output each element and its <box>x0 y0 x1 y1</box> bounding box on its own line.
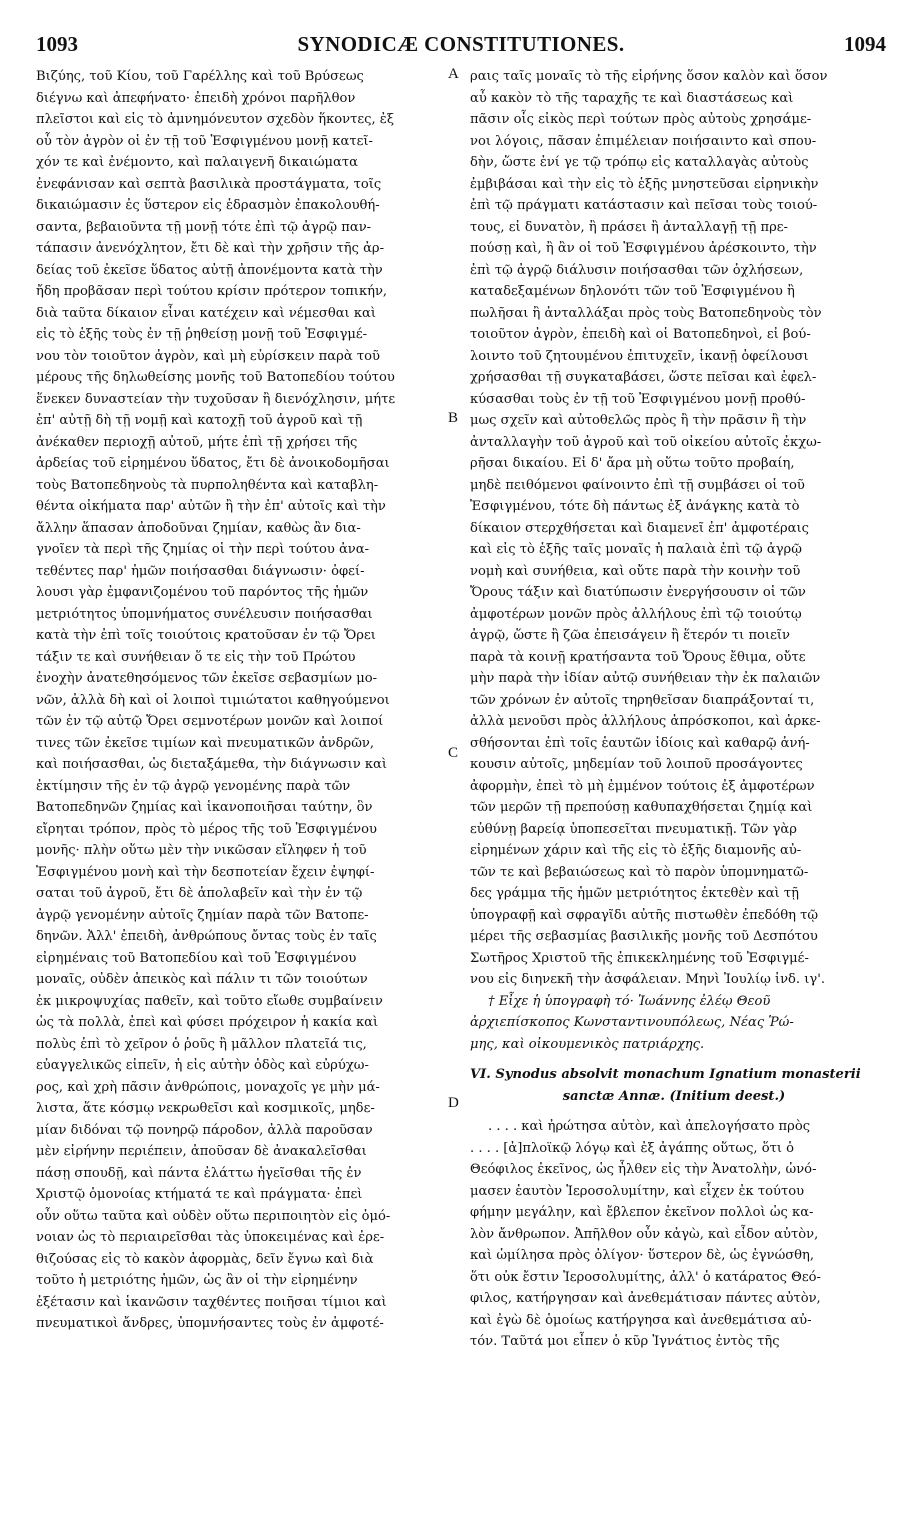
right-column-line: ἐμβιβάσαι καὶ τὴν εἰς τὸ ἑξῆς μνηστεῦσαι εἰρηνικὴν <box>470 176 819 192</box>
running-title: SYNODICÆ CONSTITUTIONES. <box>297 32 625 56</box>
section-text-line: . . . . καὶ ἠρώτησα αὐτὸν, καὶ ἀπελογήσατο πρὸς <box>488 1119 811 1134</box>
left-column-line: εἰς τὸ ἑξῆς τοὺς ἐν τῇ ῥηθείσῃ μονῇ τοῦ Ἐσφιγμέ- <box>36 327 368 342</box>
left-column-line: ἐπ' αὐτῇ δὴ τῇ νομῇ καὶ κατοχῇ τοῦ ἀγροῦ καὶ τῇ <box>36 413 363 428</box>
left-column-line: ἐκτίμησιν τῆς ἐν τῷ ἀγρῷ γενομένης παρὰ τῶν <box>36 778 351 794</box>
right-column-line: ἀφορμὴν, ἐπεὶ τὸ μὴ ἐμμένον τούτοις ἐξ ἀμφοτέρων <box>470 778 815 794</box>
section-heading-line: VI. Synodus absolvit monachum Ignatium monasterii <box>470 1067 861 1082</box>
right-column-line: παρὰ τὰ κοινῇ κρατήσαντα τοῦ Ὄρους ἔθιμα, οὔτε <box>470 649 806 665</box>
margin-marker-c: C <box>448 745 459 761</box>
left-column-line: ἐνοχὴν ἀνατεθησόμενος τῶν ἐκεῖσε σεβασμίων μο- <box>36 671 378 686</box>
section-text-line: φήμην μεγάλην, καὶ ἔβλεπον ἐκεῖνον πολλοὶ ὡς κα- <box>470 1205 814 1220</box>
left-column-line: δείας τοῦ ἐκεῖσε ὕδατος αὐτῇ ἀπονέμοντα κατὰ τὴν <box>36 262 383 278</box>
left-column-line: διὰ ταῦτα δίκαιον εἶναι κατέχειν καὶ νέμεσθαι καὶ <box>36 305 377 321</box>
right-column-line: Σωτῆρος Χριστοῦ τῆς ἐπικεκλημένης τοῦ Ἐσφιγμέ- <box>470 950 809 966</box>
right-column-line: Ἐσφιγμένου, τότε δὴ πάντως ἐξ ἀνάγκης κατὰ τὸ <box>470 499 800 514</box>
left-column-line: ἀνέκαθεν περιοχῇ αὐτοῦ, μήτε ἐπὶ τῇ χρήσει τῆς <box>36 434 358 450</box>
left-column-line: τάπασιν ἀνενόχλητον, ἔτι δὲ καὶ τὴν χρῆσιν τῆς ἀρ- <box>36 241 385 256</box>
left-column-line: εὐαγγελικῶς εἰπεῖν, ἡ εἰς αὐτὴν ὁδὸς καὶ εὐρύχω- <box>36 1058 369 1073</box>
left-column-line: πλεῖστοι καὶ εἰς τὸ ἀμνημόνευτον σχεδὸν ἥκοντες, ἐξ <box>36 112 395 127</box>
left-column-line: τοὺς Βατοπεδηνοὺς τὰ πυρποληθέντα καὶ καταβλη- <box>36 477 379 493</box>
left-column-line: τινες τῶν ἐκεῖσε τιμίων καὶ πνευματικῶν ἀνδρῶν, <box>36 735 375 751</box>
right-column-line: κύσασθαι τοὺς ἐν τῇ τοῦ Ἐσφιγμένου μονῇ προθύ- <box>470 391 806 407</box>
right-column-line: λοιντο τοῦ ζητουμένου ἐπιτυχεῖν, ἱκανῇ ὀφείλουσι <box>470 348 809 364</box>
left-column-line: μοναῖς, οὐδὲν ἀπεικὸς καὶ πάλιν τι τῶν τοιούτων <box>36 972 368 987</box>
left-column-line: δικαιώμασιν ἐς ὕστερον εἰς ἑδρασμὸν ἐπακολουθή- <box>36 198 380 213</box>
right-column-line: κουσιν αὐτοῖς, μηδεμίαν τοῦ λοιποῦ προσάγοντες <box>470 757 803 772</box>
left-column-line: οὖν οὕτω ταῦτα καὶ οὐδὲν οὕτω περιποιητὸν εἰς ὁμό- <box>36 1208 391 1224</box>
right-column-line: ἀνταλλαγὴν τοῦ ἀγροῦ καὶ τοῦ οἰκείου αὐτοῖς ἐκχω- <box>470 434 822 450</box>
left-column <box>36 66 455 1335</box>
section-text-line: φιλος, κατήργησαν καὶ ἀνεθεμάτισαν πάντες αὐτὸν, <box>470 1291 821 1306</box>
left-column-line: θέντα οἰκήματα παρ' αὐτῶν ἢ τὴν ἐπ' αὐτοῖς καὶ τὴν <box>36 499 386 514</box>
left-column-line: μὲν εἰρήνην περιέπειν, ἀποῦσαν δὲ ἀνακαλεῖσθαι <box>36 1144 367 1159</box>
left-column-line: νου τὸν τοιοῦτον ἀγρὸν, καὶ μὴ εὑρίσκειν παρὰ τοῦ <box>36 348 380 364</box>
page-number-right: 1094 <box>844 32 886 56</box>
section-text-line: Θεόφιλος ἐκεῖνος, ὡς ἦλθεν εἰς τὴν Ἀνατολὴν, ὠνό- <box>470 1162 817 1177</box>
section-text-line: καὶ ἐγὼ δὲ ὁμοίως κατήργησα καὶ ἀνεθεμάτισα αὐ- <box>470 1312 812 1328</box>
right-column-line: καταδεξαμένων δηλονότι τῶν τοῦ Ἐσφιγμένου ἢ <box>470 284 795 299</box>
left-column-line: γνοῖεν τὰ περὶ τῆς ζημίας οἱ τὴν περὶ τούτου ἀνα- <box>36 542 370 557</box>
right-column-line: εὐθύνῃ βαρείᾳ ὑποπεσεῖται πνευματικῇ. Τῶν γὰρ <box>470 821 797 837</box>
left-column-line: λιστα, ἅτε κόσμῳ νεκρωθεῖσι καὶ κοσμικοῖς, μηδε- <box>36 1101 375 1116</box>
left-column-line: ἀγρῷ γενομένην αὐτοῖς ζημίαν παρὰ τῶν Βατοπε- <box>36 907 369 923</box>
left-column-line: μέρους τῆς δηλωθείσης μονῆς τοῦ Βατοπεδίου τούτου <box>36 370 395 385</box>
signature-line: μης, καὶ οἰκουμενικὸς πατριάρχης. <box>470 1036 705 1052</box>
right-column-line: αὖ κακὸν τὸ τῆς ταραχῆς τε καὶ διαστάσεως καὶ <box>470 90 794 106</box>
left-column-line: ἐξέτασιν καὶ ἱκανῶσιν ταχθέντες ποιῆσαι τίμιοι καὶ <box>36 1294 387 1310</box>
left-column-line: Βιζύης, τοῦ Κίου, τοῦ Γαρέλλης καὶ τοῦ Βρύσεως <box>36 69 364 84</box>
right-column-line: δὴν, ὥστε ἑνί γε τῷ τρόπῳ εἰς καταλλαγὰς αὐτοὺς <box>470 155 809 170</box>
left-column-line: ἐνεφάνισαν καὶ σεπτὰ βασιλικὰ προστάγματα, τοῖς <box>36 176 382 192</box>
left-column-line: μίαν διδόναι τῷ πονηρῷ πάροδον, ἀλλὰ παροῦσαν <box>36 1122 373 1138</box>
right-column-text <box>470 66 878 991</box>
right-column-line: νομὴ καὶ συνήθεια, καὶ οὔτε παρὰ τὴν κοινὴν τοῦ <box>470 563 801 579</box>
left-column-line: σαται τοῦ ἀγροῦ, ἔτι δὲ ἀπολαβεῖν καὶ τὴν ἐν τῷ <box>36 886 363 901</box>
right-column-line: σθήσονται ἐπὶ τοῖς ἑαυτῶν ἰδίοις καὶ καθαρῷ ἀνή- <box>470 735 810 751</box>
right-column-line: πᾶσιν οἷς εἰκὸς περὶ τούτων πρὸς αὐτοὺς χρησάμε- <box>470 112 812 127</box>
right-column-line: νου εἰς διηνεκῆ τὴν ἀσφάλειαν. Μηνὶ Ἰουλίῳ ἰνδ. ιγ'. <box>470 972 825 987</box>
left-column-line: μετριότητος ὑπομνήματος συνέλευσιν ποιήσασθαι <box>36 606 373 622</box>
left-column-line: σαντα, βεβαιοῦντα τῇ μονῇ τότε ἐπὶ τῷ ἀγρῷ παν- <box>36 219 372 235</box>
left-column-line: πολὺς ἐπὶ τὸ χεῖρον ὁ ῥοῦς ἢ μᾶλλον πλατεῖά τις, <box>36 1036 367 1052</box>
left-column-line: ἕνεκεν δυναστείαν τὴν τυχοῦσαν ἢ διενόχλησιν, μήτε <box>36 391 396 407</box>
left-column-line: τάξιν τε καὶ συνήθειαν ὅ τε εἰς τὴν τοῦ Πρώτου <box>36 649 356 665</box>
left-column-line: κατὰ τὴν ἐπὶ τοῖς τοιούτοις κρατοῦσαν ἐν τῷ Ὄρει <box>36 628 376 643</box>
section-heading <box>470 1064 878 1107</box>
left-column-line: τοῦτο ἡ μετριότης ἡμῶν, ὡς ἂν οἱ τὴν εἰρημένην <box>36 1273 358 1288</box>
right-column-line: χρήσασθαι τῇ συγκαταβάσει, ὥστε πεῖσαι καὶ ἐφελ- <box>470 370 817 385</box>
section-text-line: μασεν ἑαυτὸν Ἱεροσολυμίτην, καὶ εἶχεν ἐκ τούτου <box>470 1183 805 1199</box>
right-column-line: μέρει τῆς σεβασμίας βασιλικῆς μονῆς τοῦ Δεσπότου <box>470 929 818 944</box>
right-column <box>470 66 878 1353</box>
left-column-line: εἰρημέναις τοῦ Βατοπεδίου καὶ τοῦ Ἐσφιγμένου <box>36 950 357 966</box>
left-column-line: ὡς τὰ πολλὰ, ἐπεὶ καὶ φύσει πρόχειρον ἡ κακία καὶ <box>36 1015 379 1030</box>
right-column-line: καὶ εἰς τὸ ἑξῆς ταῖς μοναῖς ἡ παλαιὰ ἐπὶ τῷ ἀγρῷ <box>470 542 802 557</box>
right-column-line: μηδὲ πειθόμενοι φαίνοιντο ἐπὶ τῇ συμβάσει οἱ τοῦ <box>470 477 805 493</box>
left-column-line: θιζούσας εἰς τὸ κακὸν ἀφορμὰς, δεῖν ἔγνω καὶ διὰ <box>36 1251 374 1267</box>
left-column-line: οὗ τὸν ἀγρὸν οἱ ἐν τῇ τοῦ Ἐσφιγμένου μονῇ κατεῖ- <box>36 133 373 149</box>
section-text <box>470 1116 878 1353</box>
right-column-line: ἀλλὰ μενοῦσι πρὸς ἀλλήλους ἀπρόσκοποι, καὶ ἀρκε- <box>470 714 821 729</box>
left-column-line: ἀρδείας τοῦ εἰρημένου ὕδατος, ἔτι δὲ ἀνοικοδομῆσαι <box>36 456 390 471</box>
patriarch-signature <box>470 991 878 1056</box>
margin-marker-b: B <box>448 410 459 426</box>
section-text-line: λὸν ἄνθρωπον. Ἀπῆλθον οὖν κἀγὼ, καὶ εἶδον αὐτὸν, <box>470 1226 819 1242</box>
right-column-line: ἀμφοτέρων μονῶν πρὸς ἀλλήλους ἐπὶ τῷ τοιούτῳ <box>470 606 802 622</box>
left-column-line: καὶ ποιήσασθαι, ὡς διεταξάμεθα, τὴν διάγνωσιν καὶ <box>36 757 388 772</box>
right-column-line: τῶν μερῶν τῇ πρεπούσῃ καθυπαχθήσεται ζημίᾳ καὶ <box>470 800 813 815</box>
right-column-line: πωλῆσαι ἢ ἀνταλλάξαι πρὸς τοὺς Βατοπεδηνοὺς τὸν <box>470 305 822 321</box>
left-column-line: ρος, καὶ χρὴ πᾶσιν ἀνθρώποις, μοναχοῖς γε μὴν μά- <box>36 1079 380 1095</box>
left-column-line: Χριστῷ ὁμονοίας κτήματά τε καὶ πράγματα· ἐπεὶ <box>36 1187 363 1202</box>
right-column-line: δες γράμμα τῆς ἡμῶν μετριότητος ἐκτεθὲν καὶ τῇ <box>470 886 799 901</box>
right-column-line: μὴν παρὰ τὴν ἰδίαν αὐτῷ συνήθειαν τὴν ἐκ παλαιῶν <box>470 671 821 686</box>
right-column-line: ὑπογραφῇ καὶ σφραγῖδι αὐτῆς πιστωθὲν ἐπεδόθη τῷ <box>470 907 819 923</box>
right-column-line: τοιοῦτον ἀγρὸν, ἐπειδὴ καὶ οἱ Βατοπεδηνοὶ, εἰ βού- <box>470 327 811 342</box>
right-column-line: δίκαιον στερχθήσεται καὶ διαμενεῖ ἐπ' ἀμφοτέραις <box>470 520 809 536</box>
left-column-line: Βατοπεδηνῶν ζημίας καὶ ἱκανοποιῆσαι ταύτην, ὃν <box>36 800 373 815</box>
right-column-line: τους, εἰ δυνατὸν, ἢ πράσει ἢ ἀνταλλαγῇ τῇ πρε- <box>470 219 788 235</box>
left-column-line: Ἐσφιγμένου μονὴ καὶ τὴν δεσποτείαν ἔχειν ἐψηφί- <box>36 864 375 880</box>
left-column-line: δηνῶν. Ἀλλ' ἐπειδὴ, ἀνθρώπους ὄντας τοὺς ἐν ταῖς <box>36 929 377 944</box>
right-column-line: ρῆσαι δικαίου. Εἰ δ' ἄρα μὴ οὕτω τοῦτο προβαίη, <box>470 456 795 471</box>
left-column-line: τεθέντες παρ' ἡμῶν ποιήσασθαι διάγνωσιν· ὀφεί- <box>36 563 365 579</box>
section-heading-line: sanctæ Annæ. (Initium deest.) <box>562 1088 786 1104</box>
right-column-line: ραις ταῖς μοναῖς τὸ τῆς εἰρήνης ὅσον καλὸν καὶ ὅσον <box>470 69 828 84</box>
right-column-line: εἰρημένων χάριν καὶ τῆς εἰς τὸ ἑξῆς διαμονῆς αὐ- <box>470 843 802 858</box>
page-number-left: 1093 <box>36 32 78 56</box>
right-column-line: ἐπὶ τῷ ἀγρῷ διάλυσιν ποιήσασθαι τῶν ὀχλήσεων, <box>470 262 804 278</box>
left-column-line: μονῆς· πλὴν οὕτω μὲν τὴν νικῶσαν εἴληφεν ἡ τοῦ <box>36 843 367 858</box>
right-column-line: ἀγρῷ, ὥστε ἢ ζῶα ἐπεισάγειν ἢ ἕτερόν τι ποιεῖν <box>470 628 790 643</box>
right-column-line: ἐπὶ τῷ πράγματι κατάστασιν καὶ πεῖσαι τοὺς τοιού- <box>470 198 818 213</box>
left-column-line: εἴρηται τρόπον, πρὸς τὸ μέρος τῆς τοῦ Ἐσφιγμένου <box>36 821 377 837</box>
running-head <box>36 30 886 58</box>
left-column-line: νῶν, ἀλλὰ δὴ καὶ οἱ λοιποὶ τιμιώτατοι καθηγούμενοι <box>36 692 390 708</box>
left-column-line: ἄλλην ἅπασαν ἀποδοῦναι ζημίαν, καθὼς ἂν δια- <box>36 520 361 536</box>
left-column-line: διέγνω καὶ ἀπεφήνατο· ἐπειδὴ χρόνοι παρῆλθον <box>36 90 356 106</box>
section-text-line: καὶ ὡμίλησα πρὸς ὀλίγον· ὕστερον δὲ, ὡς ἐγνώσθη, <box>470 1248 815 1263</box>
left-column-line: πάσῃ σπουδῇ, καὶ πάντα ἐλάττω ἡγεῖσθαι τῆς ἐν <box>36 1165 362 1181</box>
left-column-line: ἤδη προβᾶσαν περὶ τούτου κρίσιν πρότερον τοπικήν, <box>36 284 388 299</box>
right-column-line: Ὄρους τάξιν καὶ διατύπωσιν ἐνεργήσουσιν οἱ τῶν <box>470 585 806 600</box>
margin-marker-d: D <box>448 1095 459 1111</box>
left-column-line: ἐκ μικροψυχίας παθεῖν, καὶ τοῦτο εἴωθε συμβαίνειν <box>36 993 383 1009</box>
right-column-line: πούσῃ καὶ, ἢ ἂν οἱ τοῦ Ἐσφιγμένου ἀρέσκοιντο, τὴν <box>470 241 817 256</box>
margin-marker-a: A <box>448 66 459 82</box>
section-text-line: τόν. Ταῦτά μοι εἶπεν ὁ κῦρ Ἰγνάτιος ἐντὸς τῆς <box>470 1334 780 1349</box>
left-column-line: πνευματικοὶ ἄνδρες, ὑπομνήσαντες τοὺς ἐν ἀμφοτέ- <box>36 1316 384 1331</box>
right-column-line: τῶν χρόνων ἐν αὐτοῖς τηρηθεῖσαν διαπράξονταί τι, <box>470 692 815 708</box>
left-column-line: χόν τε καὶ ἐνέμοντο, καὶ παλαιγενῆ δικαιώματα <box>36 155 358 170</box>
left-column-line: λουσι γὰρ ἐμφανιζομένου τοῦ παρόντος τῆς ἡμῶν <box>36 585 369 600</box>
right-column-line: τῶν τε καὶ βεβαιώσεως καὶ τὸ παρὸν ὑπομνηματῶ- <box>470 864 809 880</box>
left-column-line: νοιαν ὡς τὸ περιαιρεῖσθαι τὰς ὑποκειμένας καὶ ἐρε- <box>36 1230 385 1245</box>
signature-line: † Εἶχε ἡ ὑπογραφὴ τό· Ἰωάννης ἐλέῳ Θεοῦ <box>488 993 771 1009</box>
signature-line: ἀρχιεπίσκοπος Κωνσταντινουπόλεως, Νέας Ῥώ- <box>470 1015 794 1030</box>
right-column-line: νοι λόγοις, πᾶσαν ἐπιμέλειαν ποιήσαιντο καὶ σπου- <box>470 133 817 149</box>
section-text-line: . . . . [ἀ]πλοϊκῷ λόγῳ καὶ ἐξ ἀγάπης οὕτως, ὅτι ὁ <box>470 1140 795 1156</box>
section-text-line: ὅτι οὐκ ἔστιν Ἱεροσολυμίτης, ἀλλ' ὁ κατάρατος Θεό- <box>470 1269 821 1285</box>
right-column-line: μως σχεῖν καὶ αὐτοθελῶς πρὸς ἢ τὴν πρᾶσιν ἢ τὴν <box>470 413 807 428</box>
left-column-line: τῶν ἐν τῷ αὐτῷ Ὄρει σεμνοτέρων μονῶν καὶ λοιποί <box>36 714 384 729</box>
